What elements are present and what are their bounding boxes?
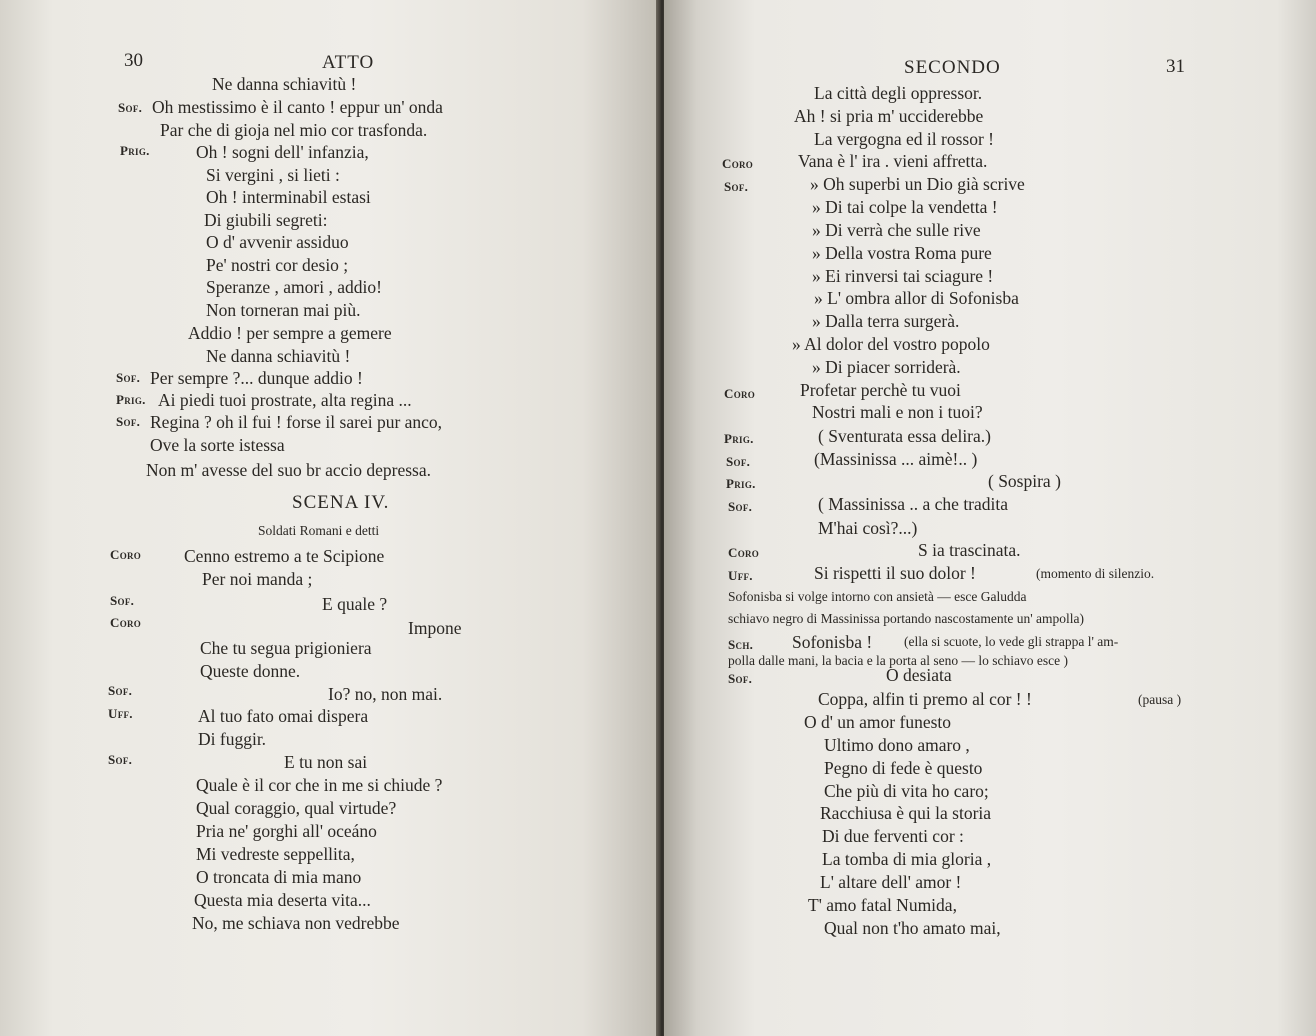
verse-line: Impone: [408, 618, 462, 638]
speaker-label: Coro: [722, 156, 754, 171]
verse-line: O troncata di mia mano: [196, 867, 362, 887]
stage-direction: (momento di silenzio.: [1036, 566, 1155, 581]
verse-line: ( Massinissa .. a che tradita: [818, 494, 1009, 514]
verse-line: L' altare dell' amor !: [820, 872, 962, 892]
verse-line: La tomba di mia gloria ,: [822, 849, 992, 869]
verse-line: Pegno di fede è questo: [824, 758, 983, 778]
speaker-label: Sof.: [108, 752, 133, 767]
speaker-label: Uff.: [108, 706, 133, 721]
verse-line: Racchiusa è qui la storia: [820, 803, 992, 823]
verse-line: » Dalla terra surgerà.: [812, 311, 960, 331]
verse-line: Nostri mali e non i tuoi?: [812, 402, 983, 422]
verse-line: » Oh superbi un Dio già scrive: [810, 174, 1025, 194]
scene-subtitle: Soldati Romani e detti: [258, 523, 380, 538]
verse-line: O d' un amor funesto: [804, 712, 952, 732]
verse-line: Quale è il cor che in me si chiude ?: [196, 775, 443, 795]
verse-line: » Al dolor del vostro popolo: [792, 334, 990, 354]
verse-line: Per sempre ?... dunque addio !: [150, 368, 363, 388]
verse-line: Par che di gioja nel mio cor trasfonda.: [160, 120, 428, 140]
stage-direction: (ella si scuote, lo vede gli strappa l' am-: [904, 634, 1119, 649]
verse-line: Vana è l' ira . vieni affretta.: [798, 151, 988, 171]
speaker-label: Coro: [110, 547, 142, 562]
verse-line: Ah ! si pria m' ucciderebbe: [794, 106, 984, 126]
speaker-label: Uff.: [728, 568, 753, 583]
verse-line: Ai piedi tuoi prostrate, alta regina ...: [158, 390, 412, 410]
verse-line: No, me schiava non vedrebbe: [192, 913, 400, 933]
stage-direction: polla dalle mani, la bacia e la porta al seno — lo schiavo esce ): [728, 653, 1068, 668]
verse-line: Sofonisba !: [792, 632, 873, 652]
verse-line: Regina ? oh il fui ! forse il sarei pur anco,: [150, 412, 443, 432]
speaker-label: Sof.: [116, 370, 141, 385]
verse-line: Questa mia deserta vita...: [194, 890, 371, 910]
verse-line: O desiata: [886, 665, 952, 685]
verse-line: M'hai così?...): [818, 518, 918, 538]
verse-line: » L' ombra allor di Sofonisba: [814, 288, 1019, 308]
speaker-label: Sof.: [726, 454, 751, 469]
page-number: 30: [124, 50, 143, 71]
speaker-label: Prig.: [724, 431, 754, 446]
speaker-label: Prig.: [116, 392, 146, 407]
verse-line: » Di verrà che sulle rive: [812, 220, 981, 240]
verse-line: Ove la sorte istessa: [150, 435, 285, 455]
running-head: SECONDO: [904, 57, 1001, 78]
verse-line: » Ei rinversi tai sciagure !: [812, 266, 994, 286]
speaker-label: Prig.: [726, 476, 756, 491]
verse-line: La vergogna ed il rossor !: [814, 129, 994, 149]
stage-direction: schiavo negro di Massinissa portando nascostamente un' ampolla): [728, 611, 1084, 626]
verse-line: ( Sospira ): [988, 471, 1061, 491]
verse-line: Io? no, non mai.: [328, 684, 443, 704]
verse-line: Che più di vita ho caro;: [824, 781, 989, 801]
verse-line: Mi vedreste seppellita,: [196, 844, 355, 864]
verse-line: (Massinissa ... aimè!.. ): [814, 449, 978, 469]
verse-line: » Di piacer sorriderà.: [812, 357, 961, 377]
verse-line: Coppa, alfin ti premo al cor ! !: [818, 689, 1032, 709]
verse-line: Al tuo fato omai dispera: [198, 706, 369, 726]
verse-line: Ultimo dono amaro ,: [824, 735, 970, 755]
speaker-label: Coro: [110, 615, 142, 630]
verse-line: Oh ! interminabil estasi: [206, 187, 371, 207]
page-number: 31: [1166, 56, 1185, 77]
verse-line: E tu non sai: [284, 752, 368, 772]
stage-direction: (pausa ): [1138, 692, 1182, 707]
verse-line: Cenno estremo a te Scipione: [184, 546, 385, 566]
verse-line: Si rispetti il suo dolor !: [814, 563, 976, 583]
verse-line: Oh ! sogni dell' infanzia,: [196, 142, 369, 162]
verse-line: Di due ferventi cor :: [822, 826, 964, 846]
verse-line: Speranze , amori , addio!: [206, 277, 382, 297]
verse-line: Addio ! per sempre a gemere: [188, 323, 392, 343]
verse-line: Ne danna schiavitù !: [206, 346, 351, 366]
verse-line: ( Sventurata essa delira.): [818, 426, 991, 446]
speaker-label: Sof.: [108, 683, 133, 698]
speaker-label: Sof.: [728, 671, 753, 686]
verse-line: Pe' nostri cor desio ;: [206, 255, 349, 275]
verse-line: Qual non t'ho amato mai,: [824, 918, 1001, 938]
verse-line: Queste donne.: [200, 661, 301, 681]
verse-line: Qual coraggio, qual virtude?: [196, 798, 397, 818]
speaker-label: Coro: [724, 386, 756, 401]
verse-line: Ne danna schiavitù !: [212, 74, 357, 94]
verse-line: La città degli oppressor.: [814, 83, 983, 103]
verse-line: S ia trascinata.: [918, 540, 1021, 560]
speaker-label: Sch.: [728, 637, 754, 652]
verse-line: T' amo fatal Numida,: [808, 895, 957, 915]
verse-line: O d' avvenir assiduo: [206, 232, 349, 252]
verse-line: Per noi manda ;: [202, 569, 313, 589]
speaker-label: Sof.: [118, 100, 143, 115]
verse-line: Di fuggir.: [198, 729, 267, 749]
verse-line: Non m' avesse del suo br accio depressa.: [146, 460, 432, 480]
verse-line: Oh mestissimo è il canto ! eppur un' onda: [152, 97, 443, 117]
speaker-label: Sof.: [110, 593, 135, 608]
right-page: [664, 0, 1316, 1036]
verse-line: Non torneran mai più.: [206, 300, 361, 320]
verse-line: Profetar perchè tu vuoi: [800, 380, 961, 400]
verse-line: » Della vostra Roma pure: [812, 243, 992, 263]
verse-line: Pria ne' gorghi all' oceáno: [196, 821, 377, 841]
verse-line: » Di tai colpe la vendetta !: [812, 197, 998, 217]
speaker-label: Prig.: [120, 143, 150, 158]
speaker-label: Sof.: [724, 179, 749, 194]
running-head: ATTO: [322, 52, 375, 73]
verse-line: Di giubili segreti:: [204, 210, 328, 230]
speaker-label: Sof.: [116, 414, 141, 429]
speaker-label: Coro: [728, 545, 760, 560]
stage-direction: Sofonisba si volge intorno con ansietà — esce Galudda: [728, 589, 1027, 604]
scene-title: SCENA IV.: [292, 492, 390, 513]
speaker-label: Sof.: [728, 499, 753, 514]
verse-line: Si vergini , si lieti :: [206, 165, 340, 185]
verse-line: Che tu segua prigioniera: [200, 638, 372, 658]
verse-line: E quale ?: [322, 594, 388, 614]
